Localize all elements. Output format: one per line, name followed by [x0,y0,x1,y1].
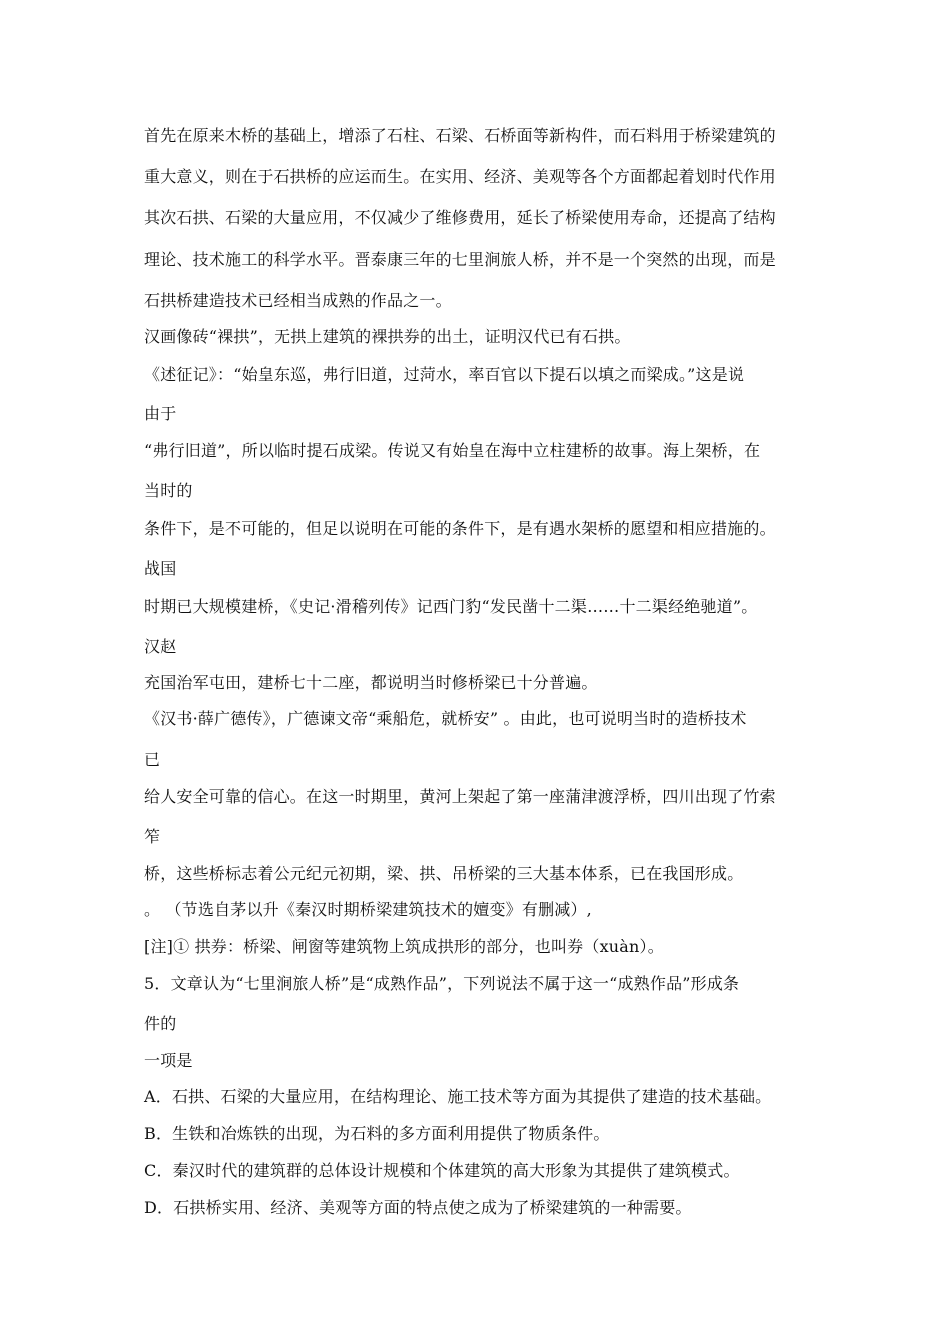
text-line: 其次石拱、石梁的大量应用，不仅减少了维修费用，延长了桥梁使用寿命，还提高了结构 [144,208,776,227]
text-line: “弗行旧道”，所以临时提石成梁。传说又有始皇在海中立柱建桥的故事。海上架桥，在 [144,441,761,460]
note-line: [注]① 拱券：桥梁、闸窗等建筑物上筑成拱形的部分，也叫券（xuàn）。 [144,937,664,956]
text-line: 战国 [144,559,177,578]
text-line: 《汉书·薛广德传》，广德谏文帝“乘船危，就桥安” 。由此，也可说明当时的造桥技术 [144,709,747,728]
text-line: 石拱桥建造技术已经相当成熟的作品之一。 [144,291,452,310]
option-d: D．石拱桥实用、经济、美观等方面的特点使之成为了桥梁建筑的一种需要。 [144,1198,692,1217]
text-line: 由于 [144,404,177,423]
text-line: 汉画像砖“裸拱”，无拱上建筑的裸拱券的出土，证明汉代已有石拱。 [144,327,631,346]
text-line: 理论、技术施工的科学水平。晋泰康三年的七里涧旅人桥，并不是一个突然的出现，而是 [144,250,776,269]
text-line: 《述征记》：“始皇东巡，弗行旧道，过菏水，率百官以下提石以填之而梁成。”这是说 [144,365,745,384]
text-line: 桥，这些桥标志着公元纪元初期，梁、拱、吊桥梁的三大基本体系，已在我国形成。 [144,864,744,883]
question-line: 件的 [144,1014,177,1033]
question-line: 一项是 [144,1051,193,1070]
text-line: 已 [144,750,161,769]
text-line: 时期已大规模建桥，《史记·滑稽列传》记西门豹“发民凿十二渠……十二渠经绝驰道”。 [144,597,758,616]
text-line: 首先在原来木桥的基础上，增添了石柱、石梁、石桥面等新构件，而石料用于桥梁建筑的 [144,126,776,145]
option-c: C．秦汉时代的建筑群的总体设计规模和个体建筑的高大形象为其提供了建筑模式。 [144,1161,740,1180]
text-line: 充国治军屯田，建桥七十二座，都说明当时修桥梁已十分普遍。 [144,673,598,692]
text-line: 重大意义，则在于石拱桥的应运而生。在实用、经济、美观等各个方面都起着划时代作用 [144,167,776,186]
text-line: 汉赵 [144,637,177,656]
question-line: 5．文章认为“七里涧旅人桥”是“成熟作品”，下列说法不属于这一“成熟作品”形成条 [144,974,740,993]
text-line: 条件下，是不可能的，但足以说明在可能的条件下，是有遇水架桥的愿望和相应措施的。 [144,519,776,538]
text-line: 当时的 [144,481,193,500]
text-line: 给人安全可靠的信心。在这一时期里，黄河上架起了第一座蒲津渡浮桥，四川出现了竹索 [144,787,776,806]
text-line: 笮 [144,827,161,846]
option-a: A．石拱、石梁的大量应用，在结构理论、施工技术等方面为其提供了建造的技术基础。 [144,1087,772,1106]
citation-line: 。 （节选自茅以升《秦汉时期桥梁建筑技术的嬗变》有删减）, [144,900,592,919]
option-b: B．生铁和冶炼铁的出现，为石料的多方面利用提供了物质条件。 [144,1124,610,1143]
